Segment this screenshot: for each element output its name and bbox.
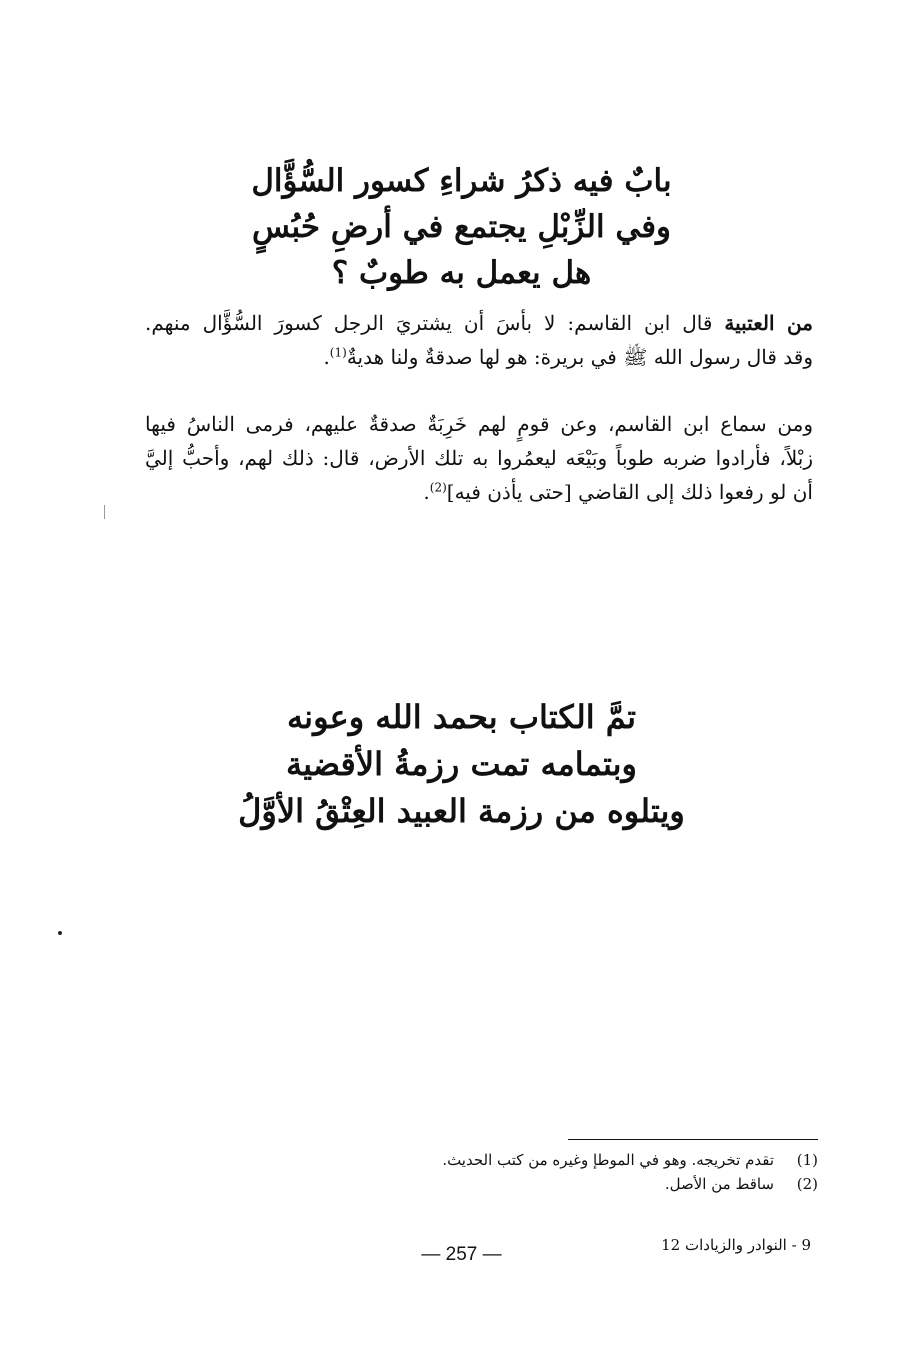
chapter-heading-line-1: بابٌ فيه ذكرُ شراءِ كسور السُّؤَّال [251,163,672,199]
chapter-heading-line-2: وفي الزِّبْلِ يجتمع في أرضِ حُبُسٍ [251,209,672,245]
margin-dot [58,931,62,935]
paragraph-1-line-1 [145,306,813,340]
chapter-heading [0,158,923,296]
page-number: — 257 — [421,1244,502,1265]
footnote-ref-2: (2) [429,480,447,495]
footnote-2-text: ساقط من الأصل. [664,1175,774,1193]
margin-mark [104,505,105,519]
paragraph-2-end: . [423,480,430,504]
colophon-line-1: تمَّ الكتاب بحمد الله وعونه [287,698,636,736]
paragraph-2-line-3-text: أن لو رفعوا ذلك إلى القاضي [حتى يأذن فيه] [446,480,813,504]
footnote-1-number: (1) [796,1151,818,1169]
footnote-2 [420,1172,818,1196]
footnote-1 [420,1148,818,1172]
paragraph-2 [145,407,813,509]
paragraph-2-line-2: زبْلاً، فأرادوا ضربه طوباً وبَيْعَه ليعمُروا به تلك الأرض، قال: ذلك لهم، وأحبُّ إليَّ [145,446,813,470]
footnote-2-number: (2) [796,1175,818,1193]
colophon [0,694,923,835]
paragraph-1-end: . [323,345,330,369]
colophon-line-2: وبتمامه تمت رزمةُ الأقضية [285,745,637,783]
footnote-divider [568,1139,818,1140]
paragraph-1-line-1-text: قال ابن القاسم: لا بأسَ أن يشتريَ الرجل كسورَ السُّؤَّال منهم. [145,311,725,335]
footnotes [420,1148,818,1196]
source-name: من العتبية [724,311,813,335]
footnote-ref-1: (1) [329,345,347,360]
paragraph-2-line-1: ومن سماع ابن القاسم، وعن قومٍ لهم خَرِبَةٌ صدقةٌ عليهم، فرمى الناسُ فيها [145,412,813,436]
footnote-1-text: تقدم تخريجه. وهو في الموطإ وغيره من كتب الحديث. [442,1151,774,1169]
running-footer: 9 - النوادر والزيادات 12 [661,1236,811,1254]
chapter-heading-line-3: هل يعمل به طوبٌ ؟ [331,255,592,291]
paragraph-1-line-2-text: وقد قال رسول الله ﷺ في بريرة: هو لها صدقةٌ ولنا هديةٌ [346,345,813,369]
colophon-line-3: ويتلوه من رزمة العبيد العِتْقُ الأوَّلُ [238,792,685,830]
paragraph-2-line-3 [145,475,813,509]
paragraph-1 [145,306,813,374]
paragraph-1-line-2 [145,340,813,374]
